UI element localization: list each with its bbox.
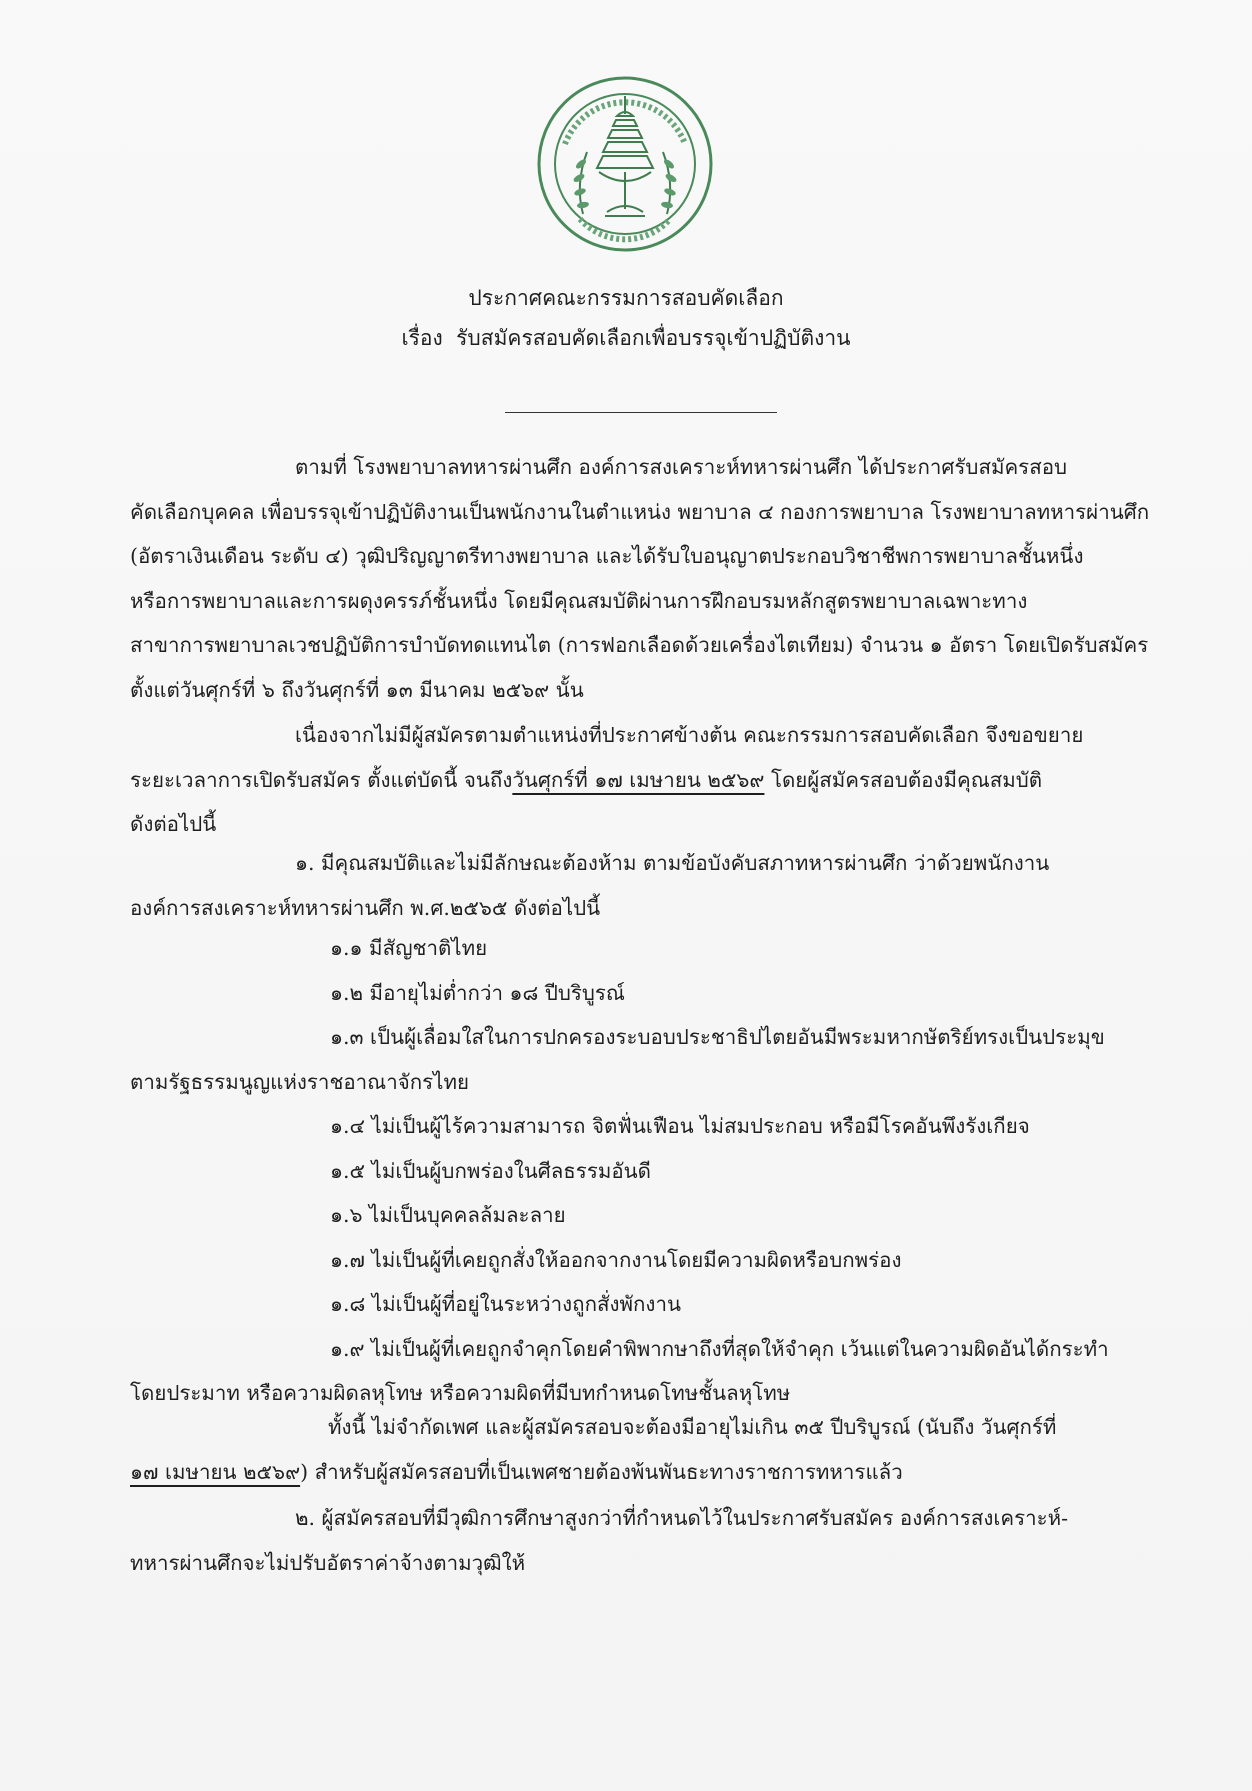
announcement-subject bbox=[0, 322, 1252, 354]
item-line: ๑. มีคุณสมบัติและไม่มีลักษณะต้องห้าม ตามข้อบังคับสภาทหารผ่านศึก ว่าด้วยพนักงาน bbox=[295, 851, 1050, 875]
organization-logo bbox=[535, 74, 715, 254]
text-segment: ระยะเวลาการเปิดรับสมัคร ตั้งแต่บัดนี้ จนถึง bbox=[130, 767, 513, 792]
announcement-title: ประกาศคณะกรรมการสอบคัดเลือก bbox=[468, 286, 784, 310]
item-line: ทหารผ่านศึกจะไม่ปรับอัตราค่าจ้างตามวุฒิให้ bbox=[130, 1550, 526, 1575]
sub-item: ๑.๙ ไม่เป็นผู้ที่เคยถูกจำคุกโดยคำพิพากษาถึงที่สุดให้จำคุก เว้นแต่ในความผิดอันได้กระทำ bbox=[330, 1336, 1109, 1361]
paragraph-line: คัดเลือกบุคคล เพื่อบรรจุเข้าปฏิบัติงานเป็นพนักงานในตำแหน่ง พยาบาล ๔ กองการพยาบาล โรงพยาบาลทหารผ่านศึก bbox=[130, 499, 1150, 524]
item-line: องค์การสงเคราะห์ทหารผ่านศึก พ.ศ.๒๕๖๕ ดังต่อไปนี้ bbox=[130, 895, 601, 920]
note-line: ทั้งนี้ ไม่จำกัดเพศ และผู้สมัครสอบจะต้องมีอายุไม่เกิน ๓๕ ปีบริบูรณ์ (นับถึง วันศุกร์ที่ bbox=[328, 1415, 1057, 1439]
subject-prefix: เรื่อง bbox=[401, 326, 443, 350]
sub-item: ๑.๗ ไม่เป็นผู้ที่เคยถูกสั่งให้ออกจากงานโดยมีความผิดหรือบกพร่อง bbox=[330, 1247, 902, 1272]
deadline-underlined: ๑๗ เมษายน ๒๕๖๙ bbox=[130, 1459, 301, 1484]
sub-item: ๑.๔ ไม่เป็นผู้ไร้ความสามารถ จิตฟั่นเฟือน ไม่สมประกอบ หรือมีโรคอันพึงรังเกียจ bbox=[330, 1114, 1030, 1138]
text-segment: โดยผู้สมัครสอบต้องมีคุณสมบัติ bbox=[764, 767, 1043, 792]
sub-item: ๑.๒ มีอายุไม่ต่ำกว่า ๑๘ ปีบริบูรณ์ bbox=[330, 980, 625, 1005]
sub-item: ๑.๓ เป็นผู้เลื่อมใสในการปกครองระบอบประชาธิปไตยอันมีพระมหากษัตริย์ทรงเป็นประมุข bbox=[330, 1025, 1105, 1049]
item-line: ๒. ผู้สมัครสอบที่มีวุฒิการศึกษาสูงกว่าที่กำหนดไว้ในประกาศรับสมัคร องค์การสงเคราะห์- bbox=[295, 1506, 1069, 1530]
logo-emblem-icon bbox=[535, 74, 715, 254]
paragraph-line: เนื่องจากไม่มีผู้สมัครตามตำแหน่งที่ประกาศข้างต้น คณะกรรมการสอบคัดเลือก จึงขอขยาย bbox=[295, 723, 1084, 747]
sub-item: ๑.๘ ไม่เป็นผู้ที่อยู่ในระหว่างถูกสั่งพักงาน bbox=[330, 1292, 681, 1316]
subject-text: รับสมัครสอบคัดเลือกเพื่อบรรจุเข้าปฏิบัติงาน bbox=[456, 326, 851, 350]
paragraph-background bbox=[130, 445, 1150, 712]
text-segment: ) สำหรับผู้สมัครสอบที่เป็นเพศชายต้องพ้นพันธะทางราชการทหารแล้ว bbox=[300, 1459, 903, 1484]
sub-item: ๑.๑ มีสัญชาติไทย bbox=[330, 936, 488, 960]
qualification-item-2 bbox=[130, 1496, 1130, 1585]
qualification-item-1 bbox=[130, 841, 1130, 930]
sub-item: ๑.๖ ไม่เป็นบุคคลล้มละลาย bbox=[330, 1203, 566, 1227]
age-note bbox=[130, 1405, 1130, 1494]
paragraph-line bbox=[130, 758, 1130, 803]
paragraph-line: หรือการพยาบาลและการผดุงครรภ์ชั้นหนึ่ง โดยมีคุณสมบัติผ่านการฝึกอบรมหลักสูตรพยาบาลเฉพาะทาง bbox=[130, 588, 1028, 613]
paragraph-line: (อัตราเงินเดือน ระดับ ๔) วุฒิปริญญาตรีทางพยาบาล และได้รับใบอนุญาตประกอบวิชาชีพการพยาบาลชั้นหนึ่ง bbox=[130, 544, 1084, 568]
paragraph-extension bbox=[130, 713, 1130, 847]
deadline-underlined: วันศุกร์ที่ ๑๗ เมษายน ๒๕๖๙ bbox=[512, 767, 765, 792]
title-separator bbox=[505, 412, 777, 413]
sub-item-continuation: ตามรัฐธรรมนูญแห่งราชอาณาจักรไทย bbox=[130, 1069, 469, 1094]
paragraph-line: ตามที่ โรงพยาบาลทหารผ่านศึก องค์การสงเคราะห์ทหารผ่านศึก ได้ประกาศรับสมัครสอบ bbox=[295, 455, 1068, 479]
note-line bbox=[130, 1450, 1130, 1495]
paragraph-line: ดังต่อไปนี้ bbox=[130, 812, 217, 836]
paragraph-line: ตั้งแต่วันศุกร์ที่ ๖ ถึงวันศุกร์ที่ ๑๓ มีนาคม ๒๕๖๙ นั้น bbox=[130, 677, 584, 702]
sub-item: ๑.๕ ไม่เป็นผู้บกพร่องในศีลธรรมอันดี bbox=[330, 1158, 651, 1183]
paragraph-line: สาขาการพยาบาลเวชปฏิบัติการบำบัดทดแทนไต (การฟอกเลือดด้วยเครื่องไตเทียม) จำนวน ๑ อัตรา โดยเปิดรับสมัคร bbox=[130, 633, 1149, 657]
qualification-sub-items bbox=[130, 926, 1130, 1416]
sub-item-continuation: โดยประมาท หรือความผิดลหุโทษ หรือความผิดที่มีบทกำหนดโทษชั้นลหุโทษ bbox=[130, 1381, 791, 1405]
